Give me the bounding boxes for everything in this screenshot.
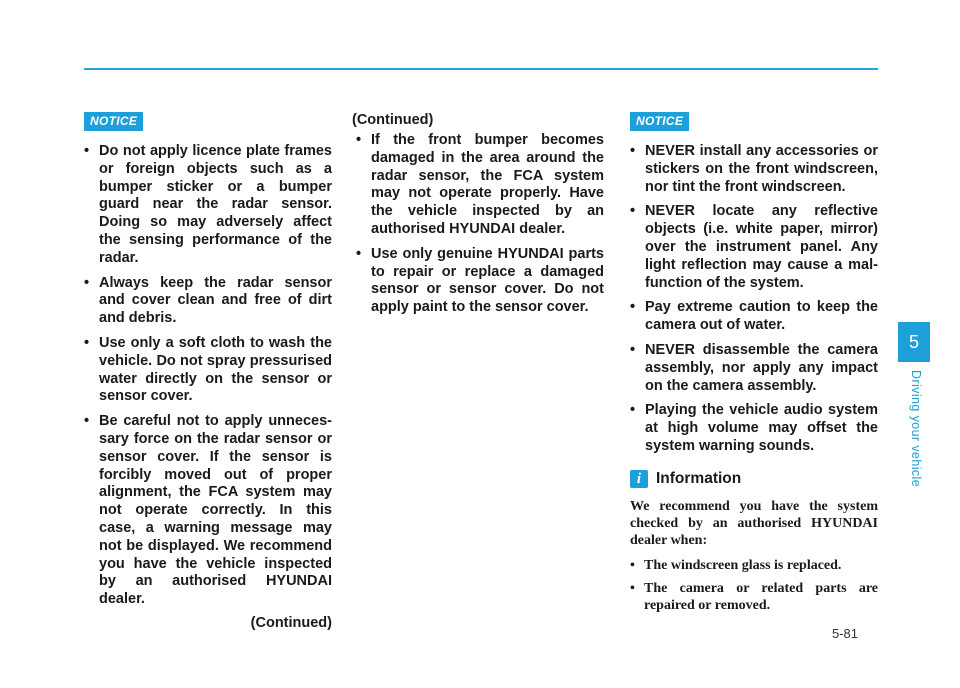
list-item-text: Use only a soft cloth to wash the vehicle. Do not spray pressurised water directly on the sensor or sensor cover. <box>99 334 332 405</box>
list-item <box>352 132 604 239</box>
column-middle <box>352 112 604 324</box>
list-item-text: Always keep the radar sensor and cover clean and free of dirt and debris. <box>99 274 332 327</box>
list-item <box>80 335 332 406</box>
list-item-text: The camera or related parts are repaired or removed. <box>644 580 878 613</box>
list-item <box>626 402 878 455</box>
list-item-text: Be careful not to apply unnecessary force on the radar sensor or sensor cover. If the sensor is forcibly moved out of proper alignment, the FCA system may not operate correctly. In this case, a warning message may not be displayed. We recommend you have the vehicle inspected by an authorised HYUNDAI dealer. <box>99 413 332 608</box>
list-item <box>80 413 332 609</box>
notice-list <box>626 143 878 456</box>
notice-badge: NOTICE <box>84 112 143 131</box>
information-body: We recommend you have the system checked by an authorised HYUNDAI dealer when: <box>630 498 878 548</box>
list-item-text: Use only genuine HYUNDAI parts to repair or replace a damaged sensor or sensor cover. Do not apply paint to the sensor cover. <box>371 245 604 316</box>
bullet-glyph: • <box>84 143 90 159</box>
header-rule <box>84 68 878 70</box>
bullet-glyph: • <box>356 132 362 148</box>
list-item <box>626 580 878 614</box>
column-right <box>626 112 878 620</box>
bullet-glyph: • <box>84 274 90 291</box>
bullet-glyph: • <box>84 334 90 351</box>
list-item-text: The windscreen glass is replaced. <box>644 557 842 573</box>
bullet-glyph: • <box>356 245 362 262</box>
notice-badge: NOTICE <box>630 112 689 131</box>
bullet-glyph: • <box>630 341 636 358</box>
list-item-text: NEVER locate any reflective objects (i.e. white paper, mirror) over the instrument panel. Any light reflection may cause a malfunction of the system. <box>645 203 878 291</box>
chapter-tab[interactable]: 5 <box>898 322 930 362</box>
page-number: 5-81 <box>832 626 859 641</box>
list-item-text: Pay extreme caution to keep the camera out of water. <box>645 299 878 334</box>
list-item <box>626 203 878 292</box>
list-item-text: NEVER install any accessories or stickers on the front windscreen, nor tint the front windscreen. <box>645 143 878 195</box>
notice-list <box>80 143 332 609</box>
information-icon: i <box>630 470 648 488</box>
information-list <box>626 557 878 614</box>
continued-footer: (Continued) <box>250 614 332 631</box>
list-item-text: Do not apply licence plate frames or foreign objects such as a bumper sticker or a bumper guard near the radar sensor. Doing so may adversely affect the sensing performance of the radar. <box>99 143 332 266</box>
list-item-text: NEVER disassemble the camera assembly, nor apply any impact on the camera assembly. <box>645 341 878 394</box>
bullet-glyph: • <box>84 413 90 430</box>
column-left <box>80 112 332 632</box>
bullet-glyph: • <box>630 143 636 159</box>
information-title: Information <box>656 469 742 487</box>
notice-list-continued <box>352 132 604 317</box>
list-item <box>352 246 604 317</box>
list-item <box>626 143 878 196</box>
bullet-glyph: • <box>630 402 636 419</box>
list-item <box>80 275 332 328</box>
list-item <box>626 299 878 335</box>
list-item <box>626 342 878 395</box>
list-item-text: Playing the vehicle audio system at high volume may offset the system warning sounds. <box>645 402 878 454</box>
bullet-glyph: • <box>630 299 636 316</box>
list-item <box>626 557 878 574</box>
information-heading <box>626 470 878 488</box>
bullet-glyph: • <box>630 203 636 220</box>
chapter-label: Driving your vehicle <box>909 370 923 488</box>
list-item <box>80 143 332 268</box>
bullet-glyph: • <box>630 580 635 596</box>
continued-header: (Continued) <box>352 112 434 128</box>
list-item-text: If the front bumper becomes damaged in the area around the radar sensor, the FCA system may not operate properly. Have the vehicle inspected by an authorised HYUNDAI dealer. <box>371 132 604 237</box>
bullet-glyph: • <box>630 557 635 573</box>
